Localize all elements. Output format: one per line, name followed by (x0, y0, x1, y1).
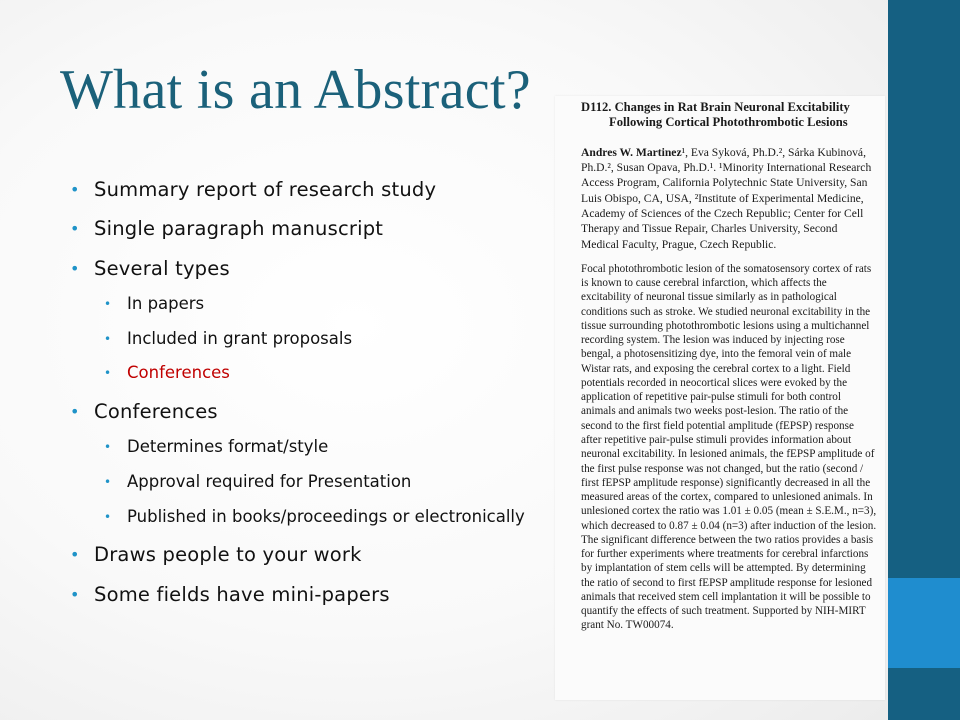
sub-bullet-format-style: • Determines format/style (70, 437, 540, 458)
bullet-summary-report: • Summary report of research study (70, 178, 540, 201)
sub-bullet-conferences-highlight: • Conferences (70, 363, 540, 384)
abstract-scan-image (555, 96, 885, 700)
abstract-authors-affiliations: ¹, Eva Syková, Ph.D.², Sárka Kubinová, Ph.D.², Susan Opava, Ph.D.¹. ¹Minority International Research Access Program, California Polytechnic State University, San Luis Obispo, CA, USA, ²Institute of Experimental Medicine, Academy of Sciences of the Czech Republic; Center for Cell Therapy and Tissue Repair, Charles University, Second Medical Faculty, Prague, Czech Republic. (581, 145, 872, 251)
abstract-content (581, 100, 877, 633)
sub-bullet-published: • Published in books/proceedings or electronically (70, 507, 540, 528)
abstract-heading-line1: D112. Changes in Rat Brain Neuronal Excitability (581, 100, 850, 114)
abstract-heading (581, 100, 877, 131)
abstract-authors (581, 145, 877, 252)
side-band-accent (888, 578, 960, 668)
bullet-several-types: • Several types (70, 257, 540, 280)
bullet-mini-papers: • Some fields have mini-papers (70, 583, 540, 606)
abstract-lead-author: Andres W. Martinez (581, 145, 682, 159)
abstract-body: Focal photothrombotic lesion of the somatosensory cortex of rats is known to cause cerebral infarction, which affects the excitability of neuronal tissue similarly as in pathological conditions such as stroke. We studied neuronal excitability in the tissue surrounding photothrombotic lesions using a multichannel recording system. The lesion was induced by injecting rose bengal, a photosensitizing dye, into the femoral vein of male Wistar rats, and exposing the cerebral cortex to a light. Field potentials recorded in neocortical slices were evoked by the application of repetitive pair-pulse stimuli for both control animals and animals two weeks post-lesion. The ratio of the second to the first field potential amplitude (fEPSP) response after repetitive pair-pulse stimuli provides information about neuronal excitability. In lesioned animals, the fEPSP amplitude of the first pulse response was not changed, but the ratio (second / first fEPSP amplitude response) significantly decreased in all the measured areas of the cortex, compared to unlesioned animals. In unlesioned cortex the ratio was 1.01 ± 0.05 (mean ± S.E.M., n=3), which decreased to 0.87 ± 0.04 (n=3) after induction of the lesion. The significant difference between the two ratios provides a basis for further experiments where treatments for cerebral infarctions by implantation of stem cells will be attempted. By determining the ratio of second to first fEPSP amplitude response for lesioned animals that received stem cell implantation it will be possible to quantify the effects of such treatment. Supported by NIH-MIRT grant No. TW00074. (581, 262, 877, 632)
bullet-list (70, 178, 540, 622)
sub-bullet-approval-required: • Approval required for Presentation (70, 472, 540, 493)
sub-bullet-grant-proposals: • Included in grant proposals (70, 329, 540, 350)
bullet-conferences: • Conferences (70, 400, 540, 423)
slide-title: What is an Abstract? (60, 59, 531, 121)
bullet-single-paragraph: • Single paragraph manuscript (70, 217, 540, 240)
bullet-draws-people: • Draws people to your work (70, 543, 540, 566)
abstract-heading-line2: Following Cortical Photothrombotic Lesions (609, 115, 848, 130)
sub-bullet-in-papers: • In papers (70, 294, 540, 315)
